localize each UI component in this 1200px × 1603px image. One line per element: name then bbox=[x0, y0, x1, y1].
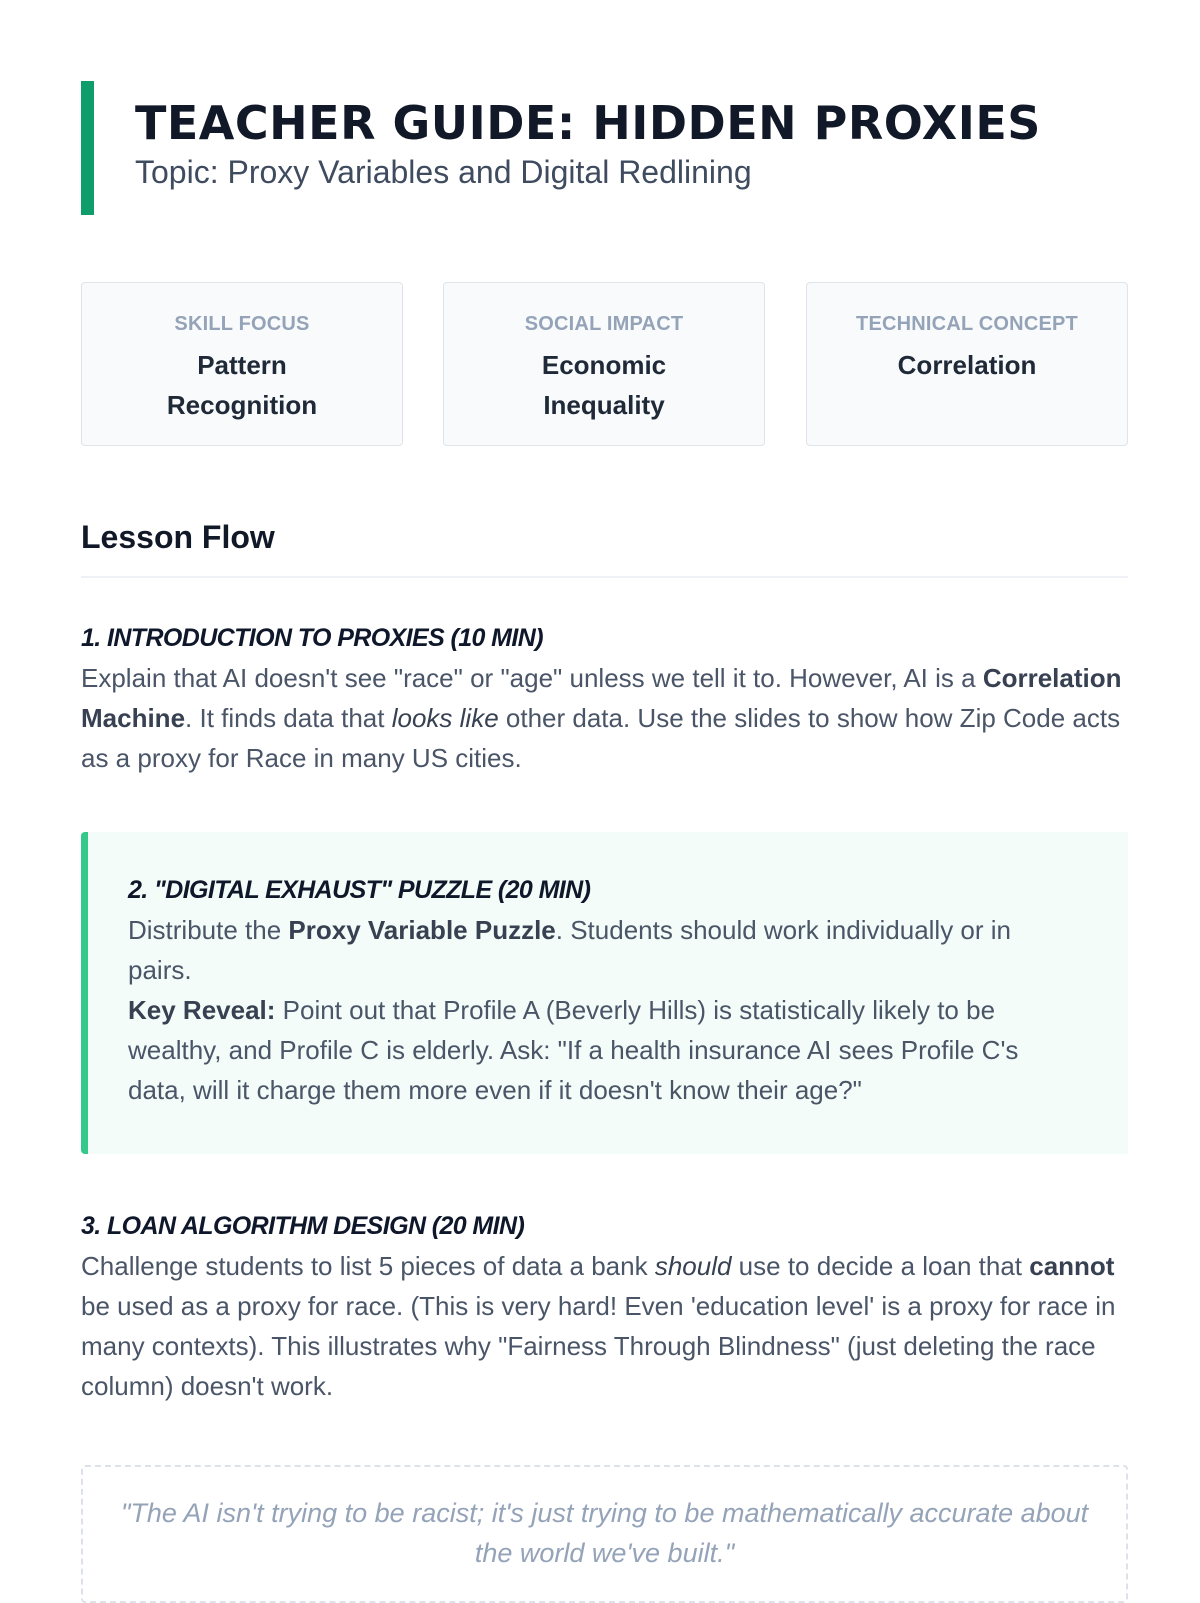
step-heading: 3. LOAN ALGORITHM DESIGN (20 MIN) bbox=[81, 1212, 525, 1240]
closing-quote: "The AI isn't trying to be racist; it's just trying to be mathematically accurate about the world we've built." bbox=[81, 1465, 1128, 1603]
card-value: Correlation bbox=[897, 350, 1037, 380]
section-divider bbox=[81, 576, 1128, 578]
lesson-step-2-callout bbox=[81, 832, 1128, 1154]
page-title: TEACHER GUIDE: HIDDEN PROXIES bbox=[135, 96, 1041, 150]
guide-header bbox=[81, 81, 1121, 215]
page-subtitle: Topic: Proxy Variables and Digital Redlining bbox=[135, 154, 752, 190]
step-text bbox=[81, 658, 1128, 778]
step-text bbox=[128, 910, 1078, 1110]
lesson-step-1 bbox=[81, 622, 1128, 778]
step-heading: 2. "DIGITAL EXHAUST" PUZZLE (20 MIN) bbox=[128, 876, 591, 904]
bold-term: cannot bbox=[1029, 1251, 1115, 1281]
bold-term: Correlation Machine bbox=[81, 663, 1122, 733]
social-impact-card bbox=[443, 282, 765, 446]
summary-cards bbox=[81, 282, 1128, 446]
skill-focus-card bbox=[81, 282, 403, 446]
card-value: Pattern Recognition bbox=[166, 350, 318, 420]
text-run: other data. Use the slides to show how Zip Code acts as a proxy for Race in many US cities. bbox=[81, 703, 1121, 773]
technical-concept-card bbox=[806, 282, 1128, 446]
text-run: . Students should work individually or in pairs. bbox=[128, 915, 1012, 985]
text-run: Point out that Profile A (Beverly Hills) is statistically likely to be wealthy, and Profile C is elderly. Ask: "If a health insurance AI sees Profile C's data, will it charge them more even if it doesn't know their age?" bbox=[128, 995, 1019, 1105]
text-run: Explain that AI doesn't see "race" or "age" unless we tell it to. However, AI is a bbox=[81, 663, 983, 693]
step-text bbox=[81, 1246, 1128, 1406]
text-run: Challenge students to list 5 pieces of data a bank bbox=[81, 1251, 655, 1281]
bold-term: Proxy Variable Puzzle bbox=[288, 915, 556, 945]
step-heading: 1. INTRODUCTION TO PROXIES (10 MIN) bbox=[81, 624, 543, 652]
text-run: use to decide a loan that bbox=[731, 1251, 1030, 1281]
key-reveal-label: Key Reveal: bbox=[128, 995, 276, 1025]
lesson-step-3 bbox=[81, 1210, 1128, 1406]
italic-term: should bbox=[654, 1251, 732, 1281]
lesson-flow-title: Lesson Flow bbox=[81, 519, 275, 555]
card-label: SOCIAL IMPACT bbox=[524, 313, 684, 335]
card-label: TECHNICAL CONCEPT bbox=[856, 313, 1078, 335]
text-run: . It finds data that bbox=[185, 703, 392, 733]
text-run: Distribute the bbox=[128, 915, 289, 945]
card-value: Economic Inequality bbox=[541, 350, 667, 420]
text-run: be used as a proxy for race. (This is very hard! Even 'education level' is a proxy for race in many contexts). This illustrates why "Fairness Through Blindness" (just deleting the race column) doesn't work. bbox=[81, 1291, 1116, 1401]
italic-term: looks like bbox=[391, 703, 499, 733]
card-label: SKILL FOCUS bbox=[174, 313, 310, 335]
